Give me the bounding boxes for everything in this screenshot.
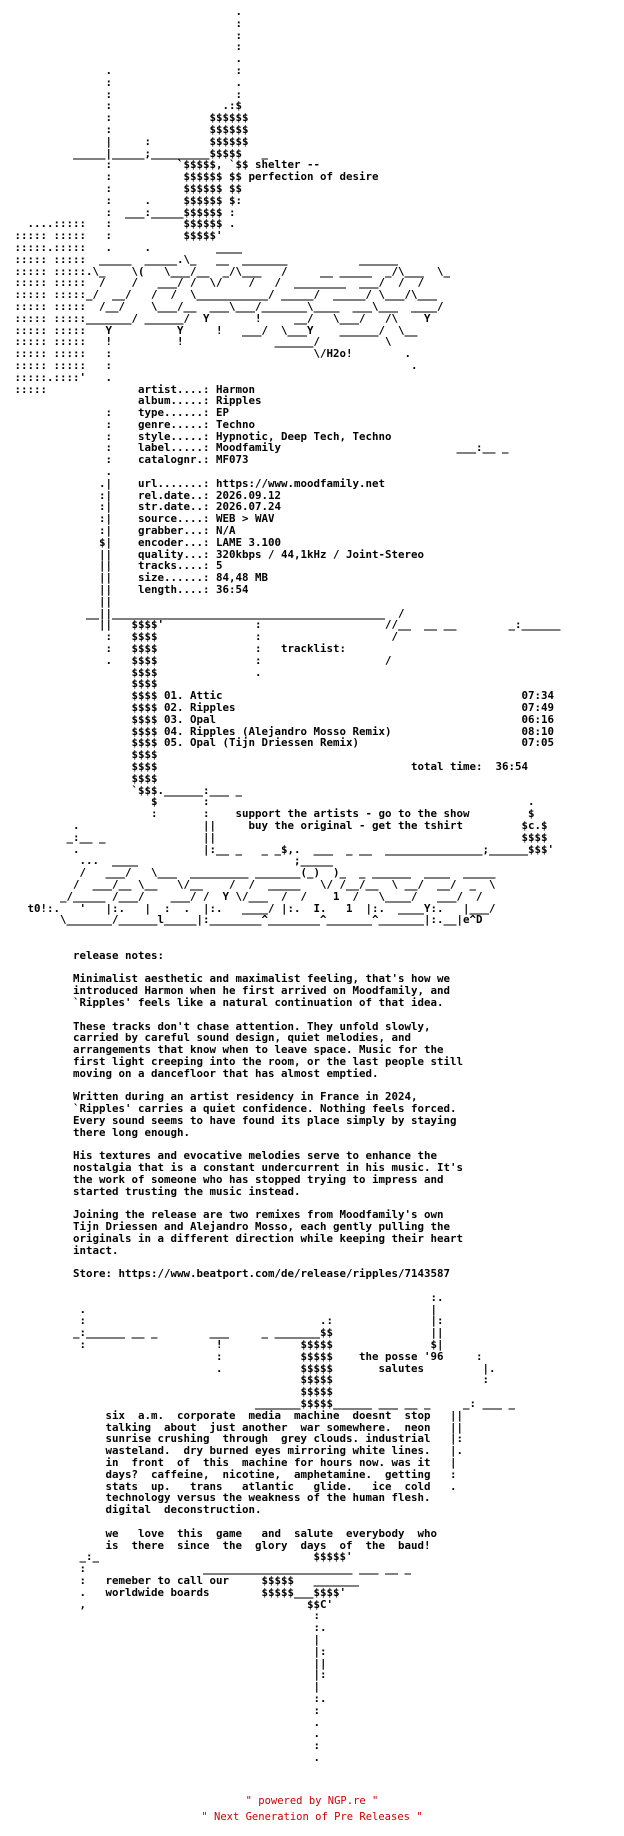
tagline-footer: " Next Generation of Pre Releases ": [201, 1811, 423, 1823]
nfo-text: . : : : . . : : . : : : .:$ : $$$$$$ : $$$$$$ | : $$$$$$ _____|_____;_________$$$$$ _ : `$$$$$, `$$ shelter -- : $$$$$$ $$ perfection of desire : $$$$$$ $$ : . $$$$$$ $: : ___:_____$$$$$$ : ....::::: : $$$$$$ . ::::: ::::: : $$$$$' :::::.::::: . . ____ ::::: ::::: _____ _____.\_ __ _______ ______ ::::: :::::.\_ \( \___/__ _/\___ / __ _____ _/\___ \_ ::::: ::::: / / ___/ / \/ / / ________ ___/ / / ::::: :::::_/ __/ / / \___________/ _____/ _____/ \___/\___ ::::: ::::: /__/ \___/__ ___\___/_______\____ ___\___ ____/ ::::: :::::_______/ ______/ Y ! __/ \___/ /\ Y ::::: ::::: Y Y ! ___/ \___Y ______/ \__ ::::: ::::: ! ! ______/ \ ::::: ::::: : \/H2o! . ::::: ::::: : . :::::.::::' . ::::: artist....: Harmon album.....: Ripples : type......: EP : genre.....: Techno : style.....: Hypnotic, Deep Tech, Techno : label.....: Moodfamily ___:__ _ : catalognr.: MF073 . .| url.......: https://www.moodfamily.net :| rel.date..: 2026.09.12 :| str.date..: 2026.07.24 :| source....: WEB > WAV :| grabber...: N/A $| encoder...: LAME 3.100 || quality...: 320kbps / 44,1kHz / Joint-Stereo || tracks....: 5 || size......: 84,48 MB || length....: 36:54 || __||__________________________________________ / || $$$$' : //__ __ __ _:______ : $$$$ : / : $$$$ : tracklist: . $$$$ : / $$$$ . $$$$ $$$$ 01. Attic 07:34 $$$$ 02. Ripples 07:49 $$$$ 03. Opal 06:16 $$$$ 04. Ripples (Alejandro Mosso Remix) 08:10 $$$$ 05. Opal (Tijn Driessen Remix) 07:05 $$$$ $$$$ total time: 36:54 $$$$ `$$$.______:___ _ $ : . : : support the artists - go to the show $ . || buy the original - get the tshirt $c.$ _:__ _ || $$$$ . |:__ _ _ _$,. ___ _ __ _______________;______$$$' ... ____ ;_____ / ___/ \___ _________ _______(_) )_ _ ______ ____ _____ / ___/__ \__ \/__ / / _____ \/ /__/__ \ __/ __/ _ \ _/_____ /___/ ___/ / Y \/___ / / 1 / \____/ ___/ / t0!:. ' |:. | : . |:. ____/ |:. I. 1 |:. ____Y:. |___/ \_______/______l_____|:________^________^_______^_______|:.__|e^D release notes: Minimalist aesthetic and maximalist feeling, that's how we introduced Harmon when he first arrived on Moodfamily, and `Ripples' feels like a natural continuation of that idea. These tracks don't chase attention. They unfold slowly, carried by careful sound design, quiet melodies, and arrangements that know when to leave space. Music for the first light creeping into the room, or the last people still moving on a dancefloor that has almost emptied. Written during an artist residency in France in 2024, `Ripples' carries a quiet confidence. Nothing feels forced. Every sound seems to have found its place simply by staying there long enough. His textures and evocative melodies serve to enhance the nostalgia that is a constant undercurrent in his music. It's the work of someone who has stopped trying to impress and started trusting the music instead. Joining the release are two remixes from Moodfamily's own Tijn Driessen and Alejandro Mosso, each gently pulling the originals in a different direction while keeping their heart intact. Store: https://www.beatport.com/de/release/ripples/7143587 :. . | : .: |: _:______ __ _ ___ _ _______$$ || : ! $$$$$ $| : $$$$$ the posse '96 : . $$$$$ salutes |. $$$$$ : $$$$$ _______$$$$$______ ___ __ _ _: ___ _ six a.m. corporate media machine doesnt stop || talking about just another war somewhere. neon || sunrise crushing through grey clouds. industrial |: wasteland. dry burned eyes mirroring white lines. |. in front of this machine for hours now. was it | days? caffeine, nicotine, amphetamine. getting : stats up. trans atlantic glide. ice cold . technology versus the weakness of the human flesh. digital deconstruction. we love this game and salute everybody who is there since the glory days of the baud! _:_ $$$$$' : _______________________ ___ __ _ : remeber to call our $$$$$ _______ . worldwide boards $$$$$___$$$$' , $$C' : :. | |: || |: | :. : . . : .: [14, 6, 561, 1764]
powered-by-footer: " powered by NGP.re ": [245, 1795, 379, 1807]
